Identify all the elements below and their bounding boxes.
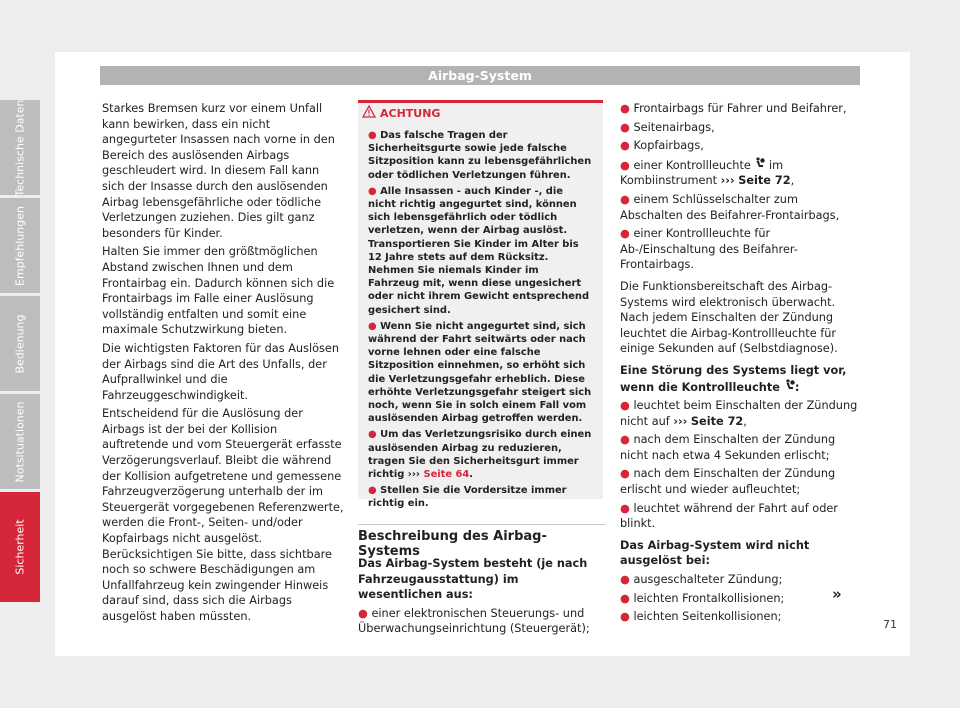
list-item <box>620 398 864 429</box>
list-item-text: einer elektronischen Steuerungs- und Überwachungseinrichtung (Steuergerät); <box>358 606 590 636</box>
column-right <box>620 101 864 628</box>
fault-heading <box>620 363 864 395</box>
list-item <box>620 501 864 532</box>
fault-heading-text: Eine Störung des Systems liegt vor, wenn die Kontrollleuchte <box>620 363 847 394</box>
bullet-icon: ● <box>620 591 630 605</box>
page-reference-link[interactable]: Seite 72 <box>690 414 744 428</box>
list-item <box>620 101 864 117</box>
list-item-text: einer Kontrollleuchte für Ab-/Einschaltung des Beifahrer-Frontairbags. <box>620 227 798 272</box>
tab-bedienung[interactable] <box>0 296 40 391</box>
bullet-icon: ● <box>620 573 630 587</box>
list-item <box>620 120 864 136</box>
warning-item <box>368 129 593 182</box>
continue-arrow-icon: » <box>832 585 842 603</box>
warning-item-text: Stellen Sie die Vordersitze immer richtig ein. <box>368 485 567 510</box>
list-item-text: einem Schlüsselschalter zum Abschalten des Beifahrer-Frontairbags, <box>620 192 840 222</box>
warning-triangle-icon <box>362 105 376 118</box>
list-item <box>358 606 606 637</box>
warning-item <box>368 484 593 510</box>
bullet-icon: ● <box>620 610 630 624</box>
warning-box <box>358 100 603 510</box>
tab-empfehlungen[interactable] <box>0 198 40 293</box>
paragraph: Die wichtigsten Faktoren für das Auslösen der Airbags sind die Art des Unfalls, der Aufprallwinkel und die Fahrzeuggeschwindigkeit. <box>102 341 340 402</box>
bullet-icon: ● <box>368 429 377 441</box>
list-item-text: Seitenairbags, <box>633 120 715 134</box>
tab-label: Bedienung <box>13 313 27 374</box>
page-number: 71 <box>883 618 897 631</box>
list-item <box>620 572 864 588</box>
list-item-text: nach dem Einschalten der Zündung erlischt und wieder aufleuchtet; <box>620 467 836 497</box>
list-item <box>620 432 864 463</box>
tab-notsituationen[interactable] <box>0 394 40 489</box>
tab-label: Empfehlungen <box>13 205 27 286</box>
ref-arrow-icon: ››› <box>407 469 420 481</box>
bullet-icon: ● <box>620 102 630 115</box>
bullet-icon: ● <box>620 227 630 241</box>
bullet-icon: ● <box>368 485 377 497</box>
list-item <box>620 609 864 625</box>
tab-technische-daten[interactable] <box>0 100 40 195</box>
warning-item-text: Wenn Sie nicht angegurtet sind, sich während der Fahrt seitwärts oder nach vorne lehnen oder eine falsche Sitzposition einnehmen, so erhöht sich die Verletzungsgefahr erheblich. Diese erhöhte Verletzungsgefahr steigert sich noch, wenn Sie in solch einem Fall vom auslösenden Airbag getroffen werden. <box>368 320 592 425</box>
tab-label: Technische Daten <box>13 99 27 196</box>
warning-item <box>368 320 593 426</box>
bullet-icon: ● <box>620 433 630 447</box>
warning-item-text: Um das Verletzungsrisiko durch einen auslösenden Airbag zu reduzieren, tragen Sie den Sicherheitsgurt immer richtig <box>368 429 592 481</box>
warning-header <box>358 103 603 125</box>
section-intro: Das Airbag-System besteht (je nach Fahrzeugausstattung) im wesentlichen aus: <box>358 557 588 602</box>
bullet-icon: ● <box>620 158 630 172</box>
column-left <box>102 101 345 628</box>
paragraph: Die Funktionsbereitschaft des Airbag-Systems wird elektronisch überwacht. Nach jedem Einschalten der Zündung leuchtet die Airbag-Kontrollleuchte für einige Sekunden auf (Selbstdiagnose). <box>620 279 838 356</box>
list-item <box>620 192 864 223</box>
list-item-text: einer Kontrollleuchte <box>633 158 751 172</box>
list-item-text: leuchtet beim Einschalten der Zündung nicht auf <box>620 399 858 428</box>
paragraph: Starkes Bremsen kurz vor einem Unfall kann bewirken, dass ein nicht angegurteter Insassen nach vorne in den Bereich des auslösenden Airbags geschleudert wird. In diesem Fall kann sich der Insasse durch den auslösenden Airbag lebensgefährliche oder tödliche Verletzungen zuziehen. Dies gilt ganz besonders für Kinder. <box>102 102 335 240</box>
list-item <box>620 226 864 273</box>
list-item-text: leichten Frontalkollisionen; <box>633 591 785 605</box>
punctuation: : <box>794 380 800 394</box>
warning-item <box>368 185 593 317</box>
list-item-text: im Kombiinstrument <box>620 158 784 188</box>
bullet-icon: ● <box>358 606 368 620</box>
bullet-icon: ● <box>620 501 630 515</box>
section-title: Beschreibung des Airbag-Systems <box>358 524 606 559</box>
bullet-icon: ● <box>620 192 630 206</box>
punctuation: . <box>469 469 474 481</box>
tab-sicherheit[interactable] <box>0 492 40 602</box>
warning-title: ACHTUNG <box>380 107 441 120</box>
ref-arrow-icon: ››› <box>720 174 735 188</box>
ref-arrow-icon: ››› <box>673 414 688 428</box>
bullet-icon: ● <box>620 139 630 153</box>
warning-item-text: Alle Insassen - auch Kinder -, die nicht richtig angegurtet sind, können sich lebensgefährlich oder tödlich verletzen, wenn der Airbag auslöst. Transportieren Sie Kinder im Alter bis 12 Jahre stets auf dem Rücksitz. Nehmen Sie niemals Kinder im Fahrzeug mit, wenn diese ungesichert oder nicht ihrem Gewicht entsprechend gesichert sind. <box>368 185 590 316</box>
list-item <box>620 591 864 607</box>
page-reference-link[interactable]: Seite 64 <box>423 469 470 481</box>
bullet-icon: ● <box>368 130 377 141</box>
punctuation: , <box>743 414 747 428</box>
page-reference-link[interactable]: Seite 72 <box>738 174 791 188</box>
list-item <box>620 157 864 189</box>
list-item <box>620 138 864 154</box>
airbag-warning-lamp-icon <box>784 379 795 391</box>
list-item-text: Frontairbags für Fahrer und Beifahrer, <box>633 102 847 115</box>
list-item-text: Kopfairbags, <box>633 139 704 153</box>
bullet-icon: ● <box>368 185 377 197</box>
page-header: Airbag-System <box>100 66 860 85</box>
bullet-icon: ● <box>620 467 630 481</box>
bullet-icon: ● <box>368 320 377 332</box>
tab-label: Sicherheit <box>13 519 27 575</box>
list-item-text: nach dem Einschalten der Zündung nicht nach etwa 4 Sekunden erlischt; <box>620 433 836 462</box>
list-item-text: ausgeschalteter Zündung; <box>633 573 783 587</box>
bullet-icon: ● <box>620 120 630 134</box>
no-activation-heading: Das Airbag-System wird nicht ausgelöst bei: <box>620 538 810 568</box>
paragraph: Halten Sie immer den größtmöglichen Abstand zwischen Ihnen und dem Frontairbag ein. Dadurch können sich die Frontairbags im Falle einer Auslösung vollständig entfalten und somit eine maximale Schutzwirkung bieten. <box>102 245 335 337</box>
airbag-warning-lamp-icon <box>754 157 765 169</box>
warning-item-text: Das falsche Tragen der Sicherheitsgurte sowie jede falsche Sitzposition kann zu lebensgefährlichen oder tödlichen Verletzungen führen. <box>368 130 592 181</box>
section-body <box>358 556 606 640</box>
bullet-icon: ● <box>620 399 630 413</box>
warning-body <box>358 125 603 511</box>
tab-label: Notsituationen <box>13 401 27 482</box>
list-item <box>620 466 864 497</box>
warning-item <box>368 428 593 481</box>
paragraph: Entscheidend für die Auslösung der Airbags ist der bei der Kollision auftretende und vom Steuergerät erfasste Verzögerungsverlauf. Bleibt die während der Kollision aufgetretene und gemessene Fahrzeugverzögerung unterhalb der im Steuergerät vorgegebenen Referenzwerte, werden die Front-, Seiten- und/oder Kopfairbags nicht ausgelöst. Berücksichtigen Sie bitte, dass sichtbare noch so schwere Beschädigungen am Unfallfahrzeug kein zwingender Hinweis darauf sind, dass sich die Airbags ausgelöst haben müssten. <box>102 407 344 623</box>
list-item-text: leuchtet während der Fahrt auf oder blinkt. <box>620 501 838 531</box>
list-item-text: leichten Seitenkollisionen; <box>633 610 782 624</box>
punctuation: , <box>790 174 795 188</box>
